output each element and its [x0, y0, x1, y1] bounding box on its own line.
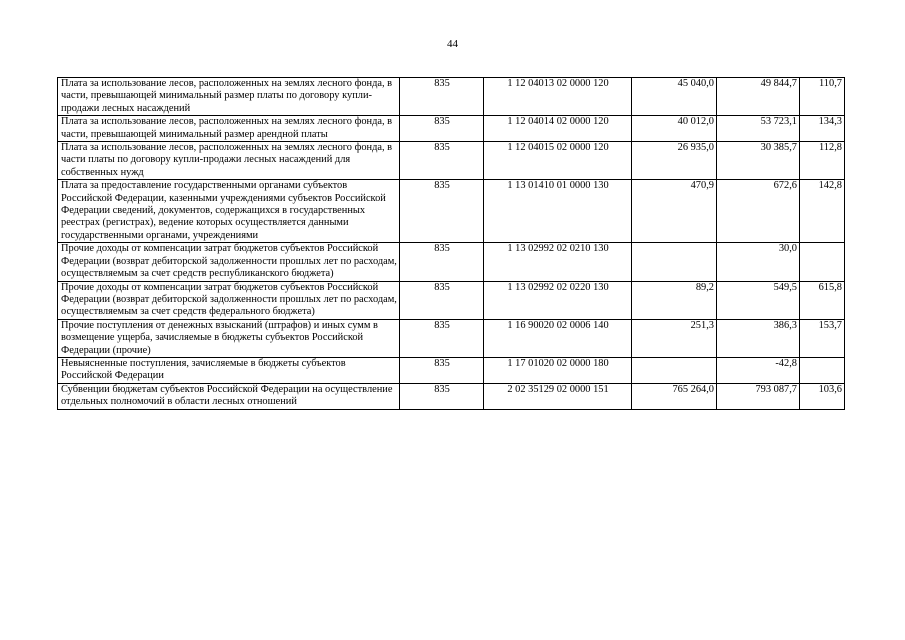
budget-code-cell: 1 13 02992 02 0220 130 — [484, 281, 632, 319]
table-row — [58, 357, 845, 383]
budget-code-cell: 1 16 90020 02 0006 140 — [484, 319, 632, 357]
revenue-name-cell: Прочие доходы от компенсации затрат бюджетов субъектов Российской Федерации (возврат дебиторской задолженности прошлых лет по расходам, осуществляемым за счет средств республиканского бюджета) — [58, 243, 400, 281]
percent-cell: 112,8 — [800, 142, 845, 180]
table-row — [58, 243, 845, 281]
fact-amount-cell: -42,8 — [717, 357, 800, 383]
plan-amount-cell: 40 012,0 — [632, 116, 717, 142]
table-row — [58, 78, 845, 116]
revenue-name-cell: Прочие доходы от компенсации затрат бюджетов субъектов Российской Федерации (возврат дебиторской задолженности прошлых лет по расходам, осуществляемым за счет средств федерального бюджета) — [58, 281, 400, 319]
fact-amount-cell: 793 087,7 — [717, 383, 800, 409]
revenue-name-cell: Плата за использование лесов, расположенных на землях лесного фонда, в части, превышающей минимальный размер платы по договору купли-продажи лесных насаждений — [58, 78, 400, 116]
plan-amount-cell: 470,9 — [632, 180, 717, 243]
revenue-name-cell: Плата за предоставление государственными органами субъектов Российской Федерации, казенными учреждениями субъектов Российской Федерации сведений, документов, содержащихся в государственных реестрах (регистрах), ведение которых осуществляется данными государственными органами, учреждениями — [58, 180, 400, 243]
admin-code-cell: 835 — [400, 78, 484, 116]
percent-cell: 153,7 — [800, 319, 845, 357]
admin-code-cell: 835 — [400, 243, 484, 281]
percent-cell: 615,8 — [800, 281, 845, 319]
revenue-name-cell: Субвенции бюджетам субъектов Российской Федерации на осуществление отдельных полномочий в области лесных отношений — [58, 383, 400, 409]
page-number: 44 — [447, 38, 458, 50]
budget-code-cell: 2 02 35129 02 0000 151 — [484, 383, 632, 409]
admin-code-cell: 835 — [400, 281, 484, 319]
plan-amount-cell: 45 040,0 — [632, 78, 717, 116]
budget-code-cell: 1 12 04014 02 0000 120 — [484, 116, 632, 142]
budget-code-cell: 1 12 04013 02 0000 120 — [484, 78, 632, 116]
revenue-name-cell: Плата за использование лесов, расположенных на землях лесного фонда, в части, превышающей минимальный размер арендной платы — [58, 116, 400, 142]
percent-cell — [800, 243, 845, 281]
table-row — [58, 116, 845, 142]
percent-cell: 103,6 — [800, 383, 845, 409]
budget-code-cell: 1 17 01020 02 0000 180 — [484, 357, 632, 383]
admin-code-cell: 835 — [400, 116, 484, 142]
table-row — [58, 180, 845, 243]
percent-cell: 142,8 — [800, 180, 845, 243]
fact-amount-cell: 386,3 — [717, 319, 800, 357]
percent-cell: 110,7 — [800, 78, 845, 116]
budget-code-cell: 1 13 01410 01 0000 130 — [484, 180, 632, 243]
percent-cell — [800, 357, 845, 383]
table-row — [58, 383, 845, 409]
plan-amount-cell: 26 935,0 — [632, 142, 717, 180]
fact-amount-cell: 30 385,7 — [717, 142, 800, 180]
table-row — [58, 319, 845, 357]
plan-amount-cell: 251,3 — [632, 319, 717, 357]
admin-code-cell: 835 — [400, 142, 484, 180]
percent-cell: 134,3 — [800, 116, 845, 142]
revenue-name-cell: Невыясненные поступления, зачисляемые в бюджеты субъектов Российской Федерации — [58, 357, 400, 383]
plan-amount-cell: 89,2 — [632, 281, 717, 319]
budget-code-cell: 1 13 02992 02 0210 130 — [484, 243, 632, 281]
table-row — [58, 142, 845, 180]
table-row — [58, 281, 845, 319]
revenue-name-cell: Плата за использование лесов, расположенных на землях лесного фонда, в части платы по договору купли-продажи лесных насаждений для собственных нужд — [58, 142, 400, 180]
plan-amount-cell — [632, 357, 717, 383]
admin-code-cell: 835 — [400, 383, 484, 409]
plan-amount-cell — [632, 243, 717, 281]
fact-amount-cell: 549,5 — [717, 281, 800, 319]
admin-code-cell: 835 — [400, 180, 484, 243]
fact-amount-cell: 49 844,7 — [717, 78, 800, 116]
fact-amount-cell: 672,6 — [717, 180, 800, 243]
revenue-table — [57, 77, 845, 410]
revenue-name-cell: Прочие поступления от денежных взысканий (штрафов) и иных сумм в возмещение ущерба, зачисляемые в бюджеты субъектов Российской Федерации (прочие) — [58, 319, 400, 357]
admin-code-cell: 835 — [400, 319, 484, 357]
budget-code-cell: 1 12 04015 02 0000 120 — [484, 142, 632, 180]
admin-code-cell: 835 — [400, 357, 484, 383]
fact-amount-cell: 30,0 — [717, 243, 800, 281]
revenue-table-body — [58, 78, 845, 410]
plan-amount-cell: 765 264,0 — [632, 383, 717, 409]
fact-amount-cell: 53 723,1 — [717, 116, 800, 142]
